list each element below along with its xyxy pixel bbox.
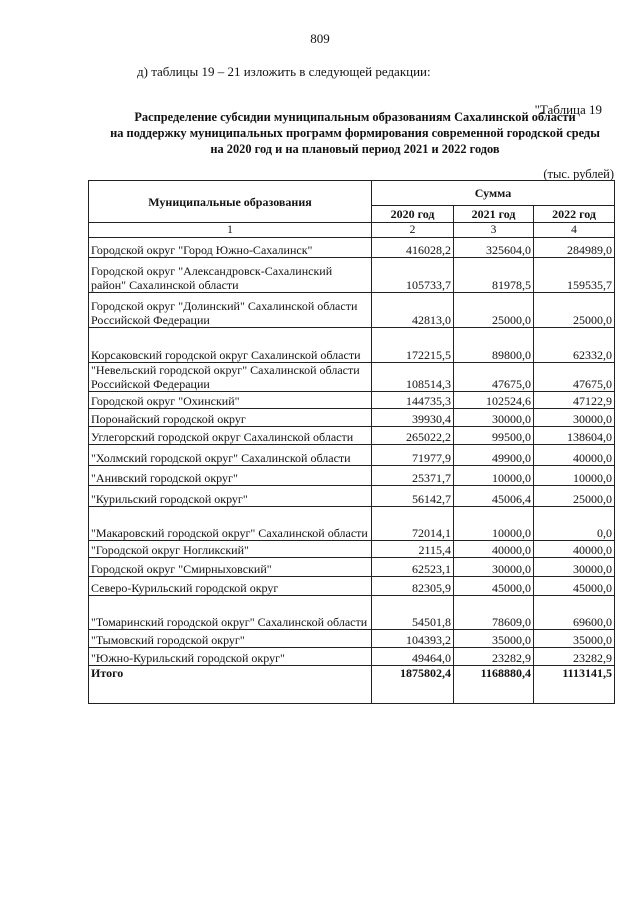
municipality-name: "Курильский городской округ": [89, 486, 372, 507]
value-2021: 35000,0: [454, 630, 534, 648]
units-label: (тыс. рублей): [543, 167, 614, 181]
table-row: [89, 596, 615, 630]
value-2022: 40000,0: [534, 541, 615, 558]
municipality-name: "Невельский городской округ" Сахалинской области Российской Федерации: [89, 363, 372, 392]
table-row: [89, 445, 615, 466]
value-2020: 54501,8: [372, 596, 454, 630]
value-2020: 2115,4: [372, 541, 454, 558]
table-row: [89, 363, 615, 392]
value-2022: 30000,0: [534, 409, 615, 427]
header-sum: Сумма: [372, 181, 615, 206]
table-row: [89, 258, 615, 293]
total-value-2021: 1168880,4: [454, 666, 534, 704]
municipality-name: Городской округ "Смирныховский": [89, 558, 372, 577]
municipality-name: Поронайский городской округ: [89, 409, 372, 427]
intro-text: д) таблицы 19 – 21 изложить в следующей редакции:: [137, 64, 431, 79]
value-2022: 23282,9: [534, 648, 615, 666]
value-2022: 25000,0: [534, 486, 615, 507]
municipality-name: Городской округ "Город Южно-Сахалинск": [89, 238, 372, 258]
table-row: [89, 577, 615, 596]
value-2021: 45000,0: [454, 577, 534, 596]
value-2021: 78609,0: [454, 596, 534, 630]
municipality-name: Городской округ "Охинский": [89, 392, 372, 409]
title-line-3: на 2020 год и на плановый период 2021 и 2022 годов: [210, 142, 500, 156]
table-row: [89, 392, 615, 409]
value-2021: 102524,6: [454, 392, 534, 409]
value-2022: 25000,0: [534, 293, 615, 328]
value-2020: 56142,7: [372, 486, 454, 507]
value-2021: 89800,0: [454, 328, 534, 363]
table-reference: "Таблица 19: [534, 102, 602, 117]
value-2022: 0,0: [534, 507, 615, 541]
table-row: [89, 507, 615, 541]
value-2020: 104393,2: [372, 630, 454, 648]
value-2021: 30000,0: [454, 409, 534, 427]
total-value-2022: 1113141,5: [534, 666, 615, 704]
value-2021: 325604,0: [454, 238, 534, 258]
header-year-2020: 2020 год: [372, 206, 454, 223]
value-2022: 47675,0: [534, 363, 615, 392]
value-2020: 62523,1: [372, 558, 454, 577]
value-2020: 39930,4: [372, 409, 454, 427]
title-line-1: Распределение субсидии муниципальным образованиям Сахалинской области: [134, 110, 576, 124]
header-municipalities: Муниципальные образования: [89, 181, 372, 223]
value-2021: 10000,0: [454, 507, 534, 541]
value-2020: 42813,0: [372, 293, 454, 328]
value-2021: 30000,0: [454, 558, 534, 577]
table-row: [89, 486, 615, 507]
municipality-name: Городской округ "Долинский" Сахалинской области Российской Федерации: [89, 293, 372, 328]
value-2021: 49900,0: [454, 445, 534, 466]
page-number: 809: [310, 31, 330, 46]
table-row: [89, 558, 615, 577]
municipality-name: Корсаковский городской округ Сахалинской области: [89, 328, 372, 363]
table-total-row: [89, 666, 615, 704]
table-row: [89, 328, 615, 363]
header-year-2022: 2022 год: [534, 206, 615, 223]
table-row: [89, 541, 615, 558]
value-2021: 10000,0: [454, 466, 534, 486]
table-row: [89, 427, 615, 445]
table-row: [89, 648, 615, 666]
total-municipality-name: Итого: [89, 666, 372, 704]
table-row: [89, 466, 615, 486]
value-2021: 47675,0: [454, 363, 534, 392]
value-2020: 265022,2: [372, 427, 454, 445]
col-number-1: 1: [89, 223, 372, 238]
value-2020: 72014,1: [372, 507, 454, 541]
value-2022: 69600,0: [534, 596, 615, 630]
table-row: [89, 238, 615, 258]
value-2020: 105733,7: [372, 258, 454, 293]
table-row: [89, 409, 615, 427]
table-row: [89, 630, 615, 648]
subsidy-table: [88, 180, 615, 704]
value-2022: 40000,0: [534, 445, 615, 466]
municipality-name: "Томаринский городской округ" Сахалинской области: [89, 596, 372, 630]
municipality-name: "Тымовский городской округ": [89, 630, 372, 648]
value-2020: 416028,2: [372, 238, 454, 258]
municipality-name: Северо-Курильский городской округ: [89, 577, 372, 596]
table-title: [95, 109, 615, 157]
value-2022: 159535,7: [534, 258, 615, 293]
value-2022: 45000,0: [534, 577, 615, 596]
value-2021: 23282,9: [454, 648, 534, 666]
municipality-name: Городской округ "Александровск-Сахалинский район" Сахалинской области: [89, 258, 372, 293]
col-number-4: 4: [534, 223, 615, 238]
col-number-2: 2: [372, 223, 454, 238]
col-number-3: 3: [454, 223, 534, 238]
value-2022: 62332,0: [534, 328, 615, 363]
municipality-name: "Городской округ Ногликский": [89, 541, 372, 558]
value-2020: 49464,0: [372, 648, 454, 666]
header-year-2021: 2021 год: [454, 206, 534, 223]
value-2021: 45006,4: [454, 486, 534, 507]
value-2022: 284989,0: [534, 238, 615, 258]
value-2022: 35000,0: [534, 630, 615, 648]
value-2020: 82305,9: [372, 577, 454, 596]
value-2021: 99500,0: [454, 427, 534, 445]
municipality-name: "Холмский городской округ" Сахалинской области: [89, 445, 372, 466]
value-2022: 30000,0: [534, 558, 615, 577]
value-2021: 40000,0: [454, 541, 534, 558]
value-2020: 108514,3: [372, 363, 454, 392]
value-2021: 81978,5: [454, 258, 534, 293]
value-2021: 25000,0: [454, 293, 534, 328]
municipality-name: "Южно-Курильский городской округ": [89, 648, 372, 666]
value-2022: 10000,0: [534, 466, 615, 486]
value-2022: 47122,9: [534, 392, 615, 409]
value-2020: 71977,9: [372, 445, 454, 466]
municipality-name: Углегорский городской округ Сахалинской области: [89, 427, 372, 445]
title-line-2: на поддержку муниципальных программ формирования современной городской среды: [110, 126, 600, 140]
value-2020: 25371,7: [372, 466, 454, 486]
total-value-2020: 1875802,4: [372, 666, 454, 704]
municipality-name: "Макаровский городской округ" Сахалинской области: [89, 507, 372, 541]
value-2020: 172215,5: [372, 328, 454, 363]
value-2022: 138604,0: [534, 427, 615, 445]
value-2020: 144735,3: [372, 392, 454, 409]
table-row: [89, 293, 615, 328]
municipality-name: "Анивский городской округ": [89, 466, 372, 486]
